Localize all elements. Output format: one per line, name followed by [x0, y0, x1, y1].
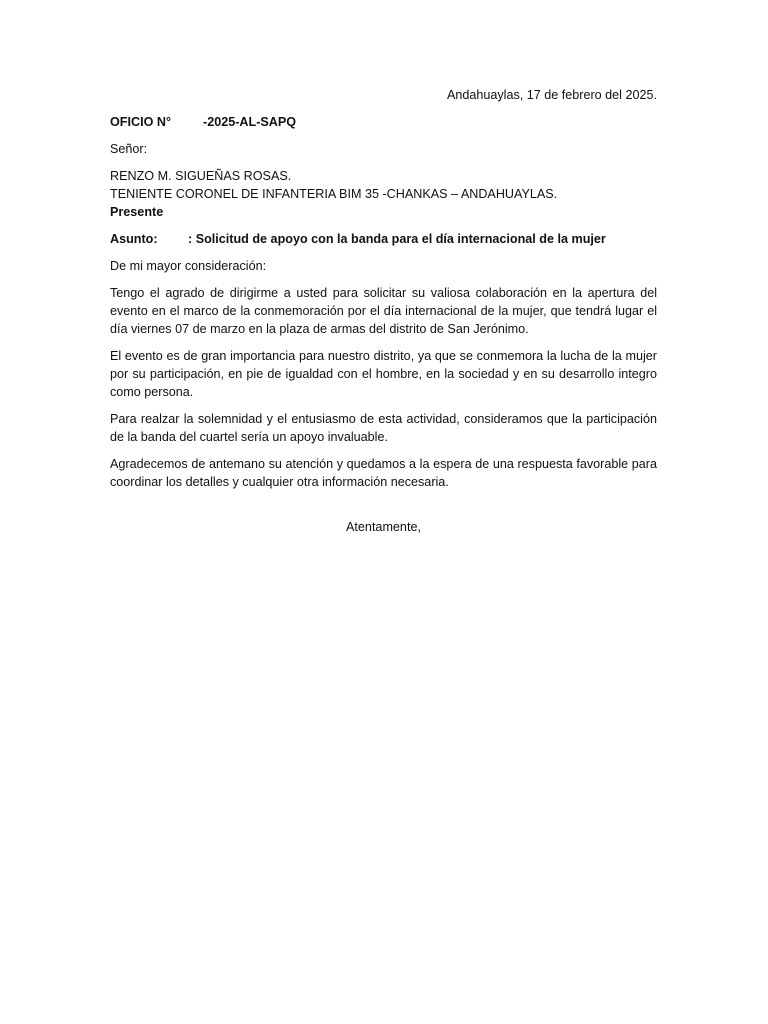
asunto-label: Asunto: [110, 232, 158, 246]
date-line: Andahuaylas, 17 de febrero del 2025. [446, 88, 657, 102]
addressee-rank: TENIENTE CORONEL DE INFANTERIA BIM 35 -CHANKAS – ANDAHUAYLAS. [110, 187, 558, 201]
asunto-line [110, 230, 657, 248]
asunto-text: : Solicitud de apoyo con la banda para el día internacional de la mujer [188, 232, 606, 246]
body-paragraph: Agradecemos de antemano su atención y quedamos a la espera de una respuesta favorable para coordinar los detalles y cualquier otra información necesaria. [110, 457, 657, 489]
greeting: De mi mayor consideración: [110, 259, 267, 273]
presente-label: Presente [110, 205, 164, 219]
body-paragraph: Tengo el agrado de dirigirme a usted para solicitar su valiosa colaboración en la apertura del evento en el marco de la conmemoración por el día internacional de la mujer, que tendrá lugar el día viernes 07 de marzo en la plaza de armas del distrito de San Jerónimo. [110, 286, 657, 336]
addressee-name: RENZO M. SIGUEÑAS ROSAS. [110, 169, 292, 183]
closing-line: Atentamente, [346, 520, 421, 534]
oficio-prefix: OFICIO N° [110, 115, 172, 129]
letter-body [110, 86, 657, 536]
oficio-number [110, 113, 657, 131]
body-paragraph: El evento es de gran importancia para nuestro distrito, ya que se conmemora la lucha de la mujer por su participación, en pie de igualdad con el hombre, en la sociedad y en su desarrollo integro como persona. [110, 349, 657, 399]
salutation-title: Señor: [110, 142, 148, 156]
body-paragraph: Para realzar la solemnidad y el entusiasmo de esta actividad, consideramos que la participación de la banda del cuartel sería un apoyo invaluable. [110, 412, 657, 444]
addressee-block [110, 167, 657, 221]
oficio-suffix: -2025-AL-SAPQ [203, 115, 297, 129]
